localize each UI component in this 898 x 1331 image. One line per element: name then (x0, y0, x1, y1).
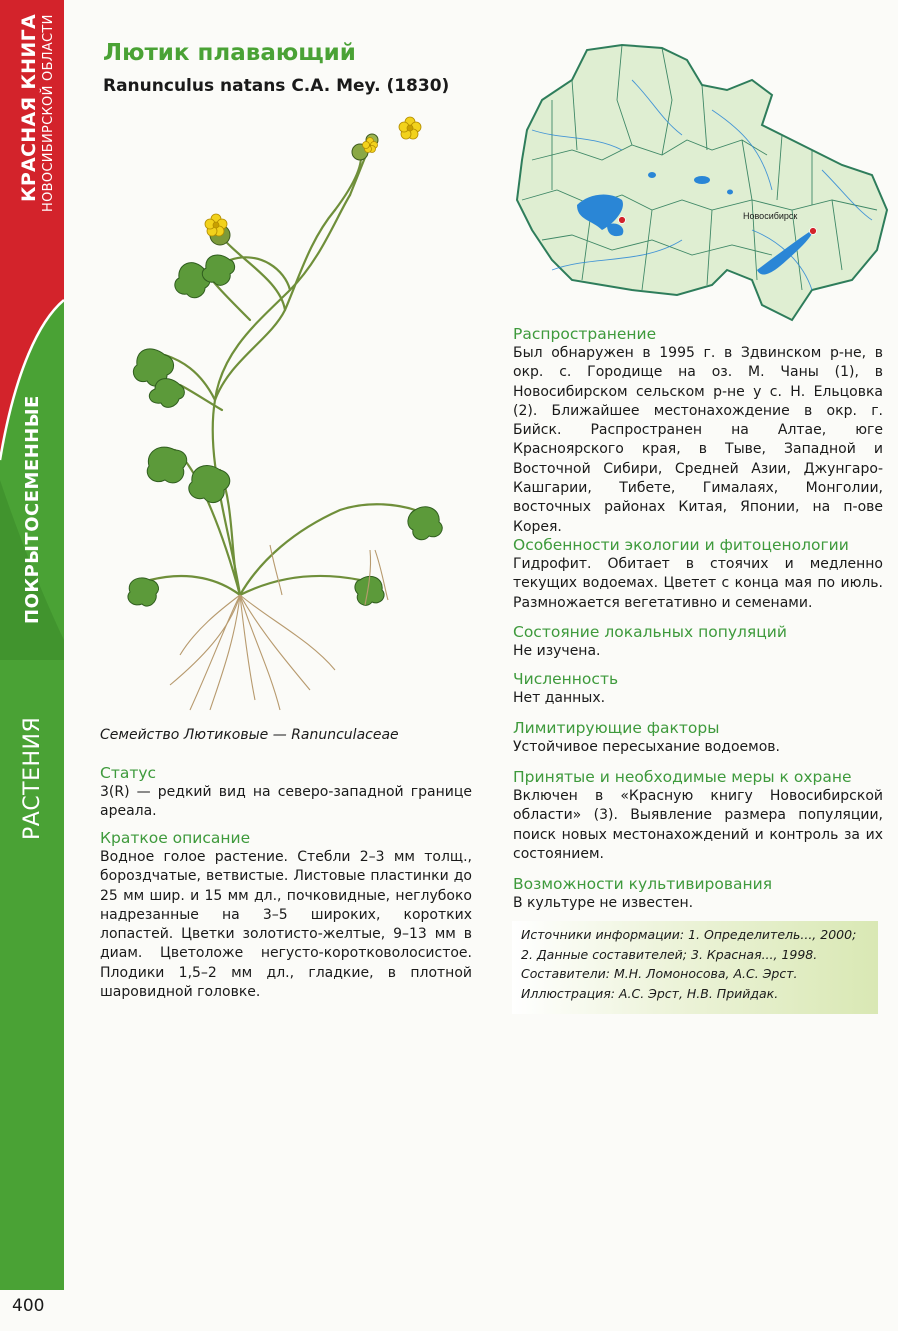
sources-line: Источники информации: 1. Определитель..., 2000; (521, 927, 857, 942)
section-distribution (513, 324, 883, 537)
section-populations (513, 622, 883, 661)
measures-heading: Принятые и необходимые меры к охране (513, 768, 852, 786)
species-title-latin: Ranunculus natans C.A. Mey. (1830) (103, 76, 450, 96)
kingdom-name: РАСТЕНИЯ (20, 716, 45, 840)
distribution-heading: Распространение (513, 325, 657, 343)
section-status (100, 763, 472, 822)
limiting-heading: Лимитирующие факторы (513, 719, 720, 737)
status-text: 3(R) — редкий вид на северо-западной границе ареала. (100, 784, 472, 820)
ecology-text: Гидрофит. Обитает в стоячих и медленно текущих водоемах. Цветет с конца мая по июль. Размножается вегетативно и семенами. (513, 556, 883, 611)
sources-line: 2. Данные составителей; 3. Красная..., 1998. (521, 946, 818, 962)
ecology-heading: Особенности экологии и фитоценологии (513, 536, 849, 554)
page-number: 400 (12, 1296, 45, 1316)
description-text: Водное голое растение. Стебли 2–3 мм толщ., бороздчатые, ветвистые. Листовые пластинки до 25 мм шир. и 15 мм дл., почковидные, неглубоко надрезанные на 3–5 широких, коротких лопастей. Цветки золотисто-желтые, 9–13 мм в диам. Цветоложе негусто-коротковолосистое. Плодики 1,5–2 мм дл., гладкие, в плотной шаровидной головке. (100, 849, 472, 1001)
section-limiting-factors (513, 718, 883, 757)
abundance-heading: Численность (513, 670, 619, 688)
measures-text: Включен в «Красную книгу Новосибирской области» (3). Выявление размера популяции, поиск новых местонахождений и контроль за их состоянием. (513, 788, 883, 862)
cultivation-heading: Возможности культивирования (513, 875, 773, 893)
description-heading: Краткое описание (100, 829, 251, 847)
limiting-text: Устойчивое пересыхание водоемов. (513, 739, 780, 755)
section-ecology (513, 535, 883, 613)
cultivation-text: В культуре не известен. (513, 895, 694, 911)
section-description (100, 828, 472, 1002)
family-caption: Семейство Лютиковые — Ranunculaceae (100, 727, 399, 743)
authors-line: Составители: М.Н. Ломоносова, А.С. Эрст. (521, 966, 798, 981)
sources-box (512, 921, 878, 1014)
section-protection-measures (513, 767, 883, 864)
section-cultivation (513, 874, 883, 913)
illustrators-line: Иллюстрация: А.С. Эрст, Н.В. Прийдак. (521, 985, 779, 1001)
book-title: КРАСНАЯ КНИГА (18, 14, 40, 202)
species-title-ru: Лютик плавающий (103, 40, 356, 66)
populations-text: Не изучена. (513, 643, 601, 659)
novosibirsk-region-map-icon (512, 40, 897, 330)
division-name: ПОКРЫТОСЕМЕННЫЕ (22, 395, 43, 624)
populations-heading: Состояние локальных популяций (513, 623, 787, 641)
region-name: НОВОСИБИРСКОЙ ОБЛАСТИ (41, 14, 56, 212)
distribution-text: Был обнаружен в 1995 г. в Здвинском р-не, в окр. с. Городище на оз. М. Чаны (1), в Новосибирском сельском р-не у с. Н. Ельцовка (2). Ближайшее местонахождение в окр. г. Бийск. Распространен на Алтае, юге Красноярского края, в Тыве, Западной и Восточной Сибири, Средней Азии, Джунгаро-Кашгарии, Тибете, Гималаях, Монголии, восточных районах Китая, Японии, на п-ове Корея. (513, 345, 883, 535)
section-abundance (513, 669, 883, 708)
side-strip (0, 0, 64, 1290)
map-city-label: Новосибирск (743, 211, 798, 221)
abundance-text: Нет данных. (513, 690, 606, 706)
buttercup-plant-icon (110, 110, 460, 720)
status-heading: Статус (100, 764, 157, 782)
